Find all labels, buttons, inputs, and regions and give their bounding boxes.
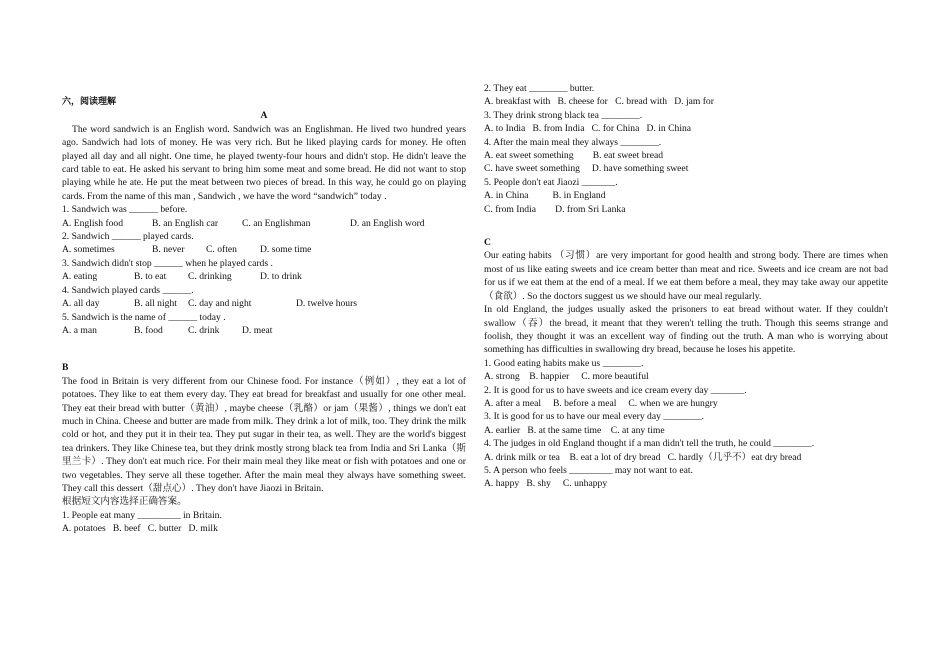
passage-b-questions — [484, 82, 888, 216]
passage-c-options: A. happy B. shy C. unhappy — [484, 478, 608, 490]
passage-b-question-1-options: A. potatoes B. beef C. butter D. milk — [62, 523, 218, 535]
passage-b-label: B — [62, 362, 69, 374]
option: A. eating — [62, 271, 98, 283]
passage-c-questions — [484, 357, 888, 491]
passage-b-question: 2. They eat ________ butter. — [484, 83, 595, 94]
passage-b-question: 5. People don't eat Jiaozi _______. — [484, 176, 618, 188]
passage-c-options: A. drink milk or tea B. eat a lot of dry bread C. hardly（几乎不）eat dry bread — [484, 451, 802, 463]
passage-c-question: 2. It is good for us to have sweets and ice cream every day _______. — [484, 384, 747, 396]
option: C. an Englishman — [242, 217, 311, 229]
passage-a-text: The word sandwich is an English word. Sandwich was an Englishman. He lived two hundred years ago. Sandwich had lots of money. He was very rich. But he liked playing cards for money. He often played all day and all night. One time, he played twenty-four hours and didn't stop. He didn't leave the card table to eat. He asked his servant to bring him some meat and some bread. He did not want to stop playing while he ate. He put the meat between two pieces of bread. In this way, he could go on playing cards. From the name of this man , Sandwich , we have the word “sandwich” today . — [62, 123, 466, 202]
option: D. some time — [260, 244, 312, 256]
passage-b-question-1: 1. People eat many _________ in Britain. — [62, 509, 222, 521]
passage-c-options: A. after a meal B. before a meal C. when we are hungry — [484, 397, 718, 409]
passage-c-label: C — [484, 237, 491, 249]
passage-a-question: 2. Sandwich ______ played cards. — [62, 231, 194, 243]
passage-c-question: 4. The judges in old England thought if a man didn't tell the truth, he could ________. — [484, 438, 815, 450]
passage-a-question: 3. Sandwich didn't stop ______ when he played cards . — [62, 257, 273, 269]
passage-c-text-2: In old England, the judges usually asked the prisoners to eat bread without water. If they couldn't swallow（吞）the bread, it meant that they weren't telling the truth. Though this seems strange and foolish, they thought it was an excellent way of finding out the truth. A man who is worrying about something has difficulties in swallowing dry bread, because he loses his appetite. — [484, 304, 888, 356]
passage-b-options: A. in China B. in England — [484, 190, 606, 202]
option: D. twelve hours — [296, 298, 358, 310]
passage-a-questions — [62, 203, 466, 337]
option: B. food — [134, 324, 163, 336]
right-column — [484, 82, 888, 491]
passage-b-options: A. eat sweet something B. eat sweet bread — [484, 150, 664, 162]
passage-a-options — [62, 270, 466, 283]
passage-a-options — [62, 324, 466, 337]
passage-c-question: 5. A person who feels _________ may not want to eat. — [484, 464, 693, 476]
passage-c-question: 1. Good eating habits make us ________. — [484, 357, 644, 369]
passage-b-options: C. from India D. from Sri Lanka — [484, 203, 626, 215]
passage-c-options: A. strong B. happier C. more beautiful — [484, 371, 649, 383]
option: A. sometimes — [62, 244, 115, 256]
passage-c-text-1: Our eating habits （习惯）are very important for good health and strong body. There are times when most of us like eating sweets and ice cream better than meat and rice. Sweets and ice cream are not bad for us if we eat them at the end of a meal. If we eat them before a meal, they may take away our appetite（食欲）. So the doctors suggest us we should have our meal regularly. — [484, 250, 888, 302]
option: D. to drink — [260, 271, 302, 283]
passage-b-options: C. have sweet something D. have something sweet — [484, 163, 689, 175]
passage-b-options: A. breakfast with B. cheese for C. bread with D. jam for — [484, 96, 714, 108]
passage-b-instruction: 根据短文内容选择正确答案。 — [62, 496, 187, 508]
passage-c-question: 3. It is good for us to have our meal every day ________. — [484, 411, 705, 423]
passage-a-options — [62, 297, 466, 310]
passage-b-question: 3. They drink strong black tea ________. — [484, 109, 643, 121]
option: A. English food — [62, 217, 124, 229]
passage-a-options — [62, 217, 466, 230]
option: A. a man — [62, 324, 97, 336]
option: D. meat — [242, 324, 273, 336]
option: B. never — [152, 244, 185, 256]
option: C. day and night — [188, 298, 252, 310]
option: B. all night — [134, 298, 177, 310]
option: B. to eat — [134, 271, 167, 283]
option: C. often — [206, 244, 237, 256]
passage-a-question: 1. Sandwich was ______ before. — [62, 204, 188, 216]
option: B. an English car — [152, 217, 219, 229]
passage-a-question: 4. Sandwich played cards ______. — [62, 284, 194, 296]
passage-c-options: A. earlier B. at the same time C. at any time — [484, 424, 665, 436]
passage-a-question: 5. Sandwich is the name of ______ today . — [62, 311, 226, 323]
option: C. drinking — [188, 271, 232, 283]
section-heading: 六，阅读理解 — [62, 97, 117, 107]
option: C. drink — [188, 324, 220, 336]
passage-a-options — [62, 243, 466, 256]
passage-b-text: The food in Britain is very different from our Chinese food. For instance（例如）, they eat a lot of potatoes. They like to eat them every day. They eat bread for breakfast and usually for one other meal. They eat their bread with butter（黄油）, maybe cheese（乳酪）or jam（果酱）, things we don't eat much in China. Cheese and butter are made from milk. They drink a lot of milk, too. They drink the milk cold or hot, and they put it in their tea. They put sugar in their tea, as well. They are the world's biggest tea drinkers. They like Chinese tea, but they drink mostly strong black tea from India and Sri Lanka（斯里兰卡）. They don't eat much rice. For their main meal they like meat or fish with potatoes and one or two vegetables. They serve all these together. After the main meal they always have something sweet. They call this dessert（甜点心）. They don't have Jiaozi in Britain. — [62, 375, 466, 494]
option: A. all day — [62, 298, 100, 310]
passage-a-label: A — [260, 110, 268, 122]
passage-b-options: A. to India B. from India C. for China D. in China — [484, 123, 692, 135]
left-column — [62, 96, 466, 536]
passage-b-question: 4. After the main meal they always ________. — [484, 136, 662, 148]
option: D. an English word — [350, 217, 425, 229]
